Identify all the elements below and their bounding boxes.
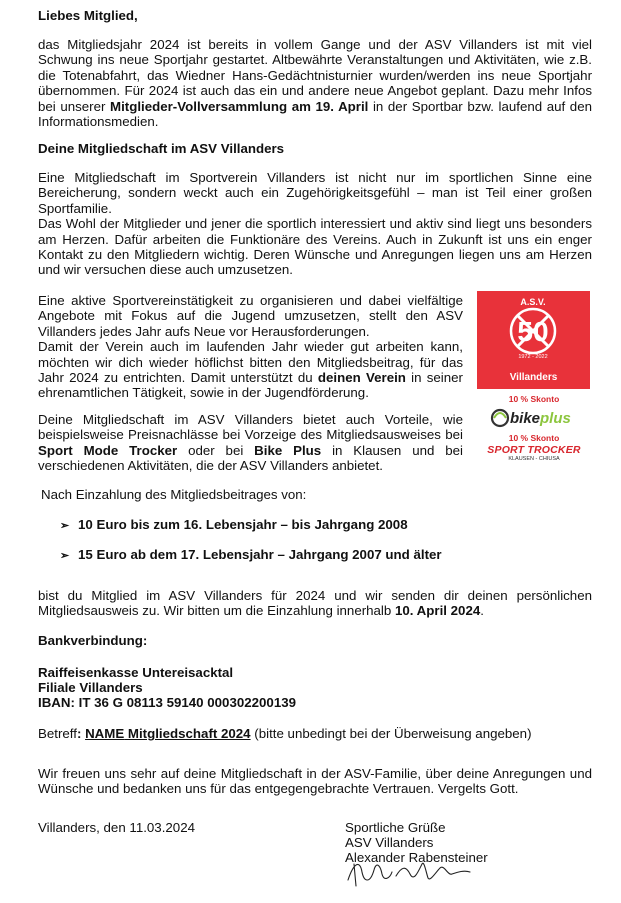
closing-text-2: . [480,603,484,619]
bikeplus-name-green: plus [540,410,571,427]
benefits-text-mid: oder bei [177,442,255,458]
bank-branch: Filiale Villanders [38,680,143,695]
membership-text-2: Das Wohl der Mitglieder und jener die sportlich interessiert und aktiv sind liegt uns besonders am Herzen. Dafür arbeiten die Funktionäre des Vereins. Auch in Zukunft ist uns ein enger Kontakt zu den Mitgliedern wichtig. Deren Wünsche und Anregungen liegen uns am Herzen und wir versuchen diese auch umzusetzen. [38,216,592,278]
bikeplus-logo [488,403,580,431]
payment-reference [38,726,592,741]
intro-text-2: in der Sportbar bzw. laufend auf den Informationsmedien. [38,98,592,130]
bikeplus-discount: 10 % Skonto [508,394,560,404]
reference-label: Betreff [38,726,77,741]
svg-text:bikeplus [510,410,571,427]
trocker-sub: KLAUSEN - CHIUSA [508,456,560,462]
fee-item-text: 10 Euro bis zum 16. Lebensjahr – bis Jahrgang 2008 [78,517,408,532]
section-heading: Deine Mitgliedschaft im ASV Villanders [38,141,285,156]
reference-colon: : [76,726,86,741]
bike-plus-highlight: Bike Plus [254,442,322,458]
closing-text-1: bist du Mitglied im ASV Villanders für 2024 und wir senden dir deinen persönlichen Mitgliedsausweis zu. Wir bitten um die Einzahlung innerhalb [38,588,592,619]
reference-subject: Mitgliedschaft 2024 [124,726,251,741]
benefits-text-2: in Klausen und bei verschiedenen Aktivitäten, die der ASV Villanders anbietet. [38,442,463,474]
place-date: Villanders, den 11.03.2024 [38,820,195,835]
handwritten-signature-icon [340,842,490,892]
membership-text-1: Eine Mitgliedschaft im Sportverein Villanders ist nicht nur im sportlichen Sinne eine Bereicherung, sondern weckt auch ein Zugehörigkeitsgefühl – man ist Teil einer großen Sportfamilie. [38,170,592,216]
fee-item-text: 15 Euro ab dem 17. Lebensjahr – Jahrgang 2007 und älter [78,547,442,562]
activity-text-2a: Damit der Verein auch im laufenden Jahr wieder gut arbeiten kann, möchten wir dich wieder höflichst bitten den Mitgliedsbeitrag, für das Jahr 2024 zu entrichten. Damit unterstützt du [38,339,463,386]
logo-number: 50 [517,316,549,347]
benefits-text-1: Deine Mitgliedschaft im ASV Villanders bietet auch Vorteile, wie beispielsweise Preisnachlässe bei Vorzeige des Mitgliedsausweises bei [38,412,463,443]
signature-name: Alexander Rabensteiner [345,850,488,865]
fee-item [60,517,580,534]
sport-trocker-logo [486,444,582,466]
activity-text-2 [38,339,463,401]
thanks-paragraph: Wir freuen uns sehr auf deine Mitgliedschaft in der ASV-Familie, über deine Anregungen und Wünsche und bedanken uns für das entgegengebrachte Vertrauen. Vergelts Gott. [38,766,592,797]
bank-iban: IBAN: IT 36 G 08113 59140 000302200139 [38,695,297,710]
reference-name-placeholder: NAME [85,726,125,741]
assembly-date-highlight: Mitglieder-Vollversammlung am 19. April [110,98,369,114]
closing-paragraph [38,588,592,619]
activity-text-2b: in seiner ehrenamtlichen Tätigkeit, sowie in der Jugendförderung. [38,370,463,401]
signature-club: ASV Villanders [345,835,434,850]
bank-heading: Bankverbindung: [38,633,148,648]
arrow-bullet-icon: ➢ [60,520,70,532]
activity-paragraph [38,293,463,401]
logo-top-text: A.S.V. [520,297,546,307]
signature-greeting: Sportliche Grüße [345,820,446,835]
bank-name: Raiffeisenkasse Untereisacktal [38,665,234,680]
membership-paragraph [38,170,592,278]
trocker-name: SPORT TROCKER [487,444,581,456]
sport-mode-trocker-highlight: Sport Mode Trocker [38,442,178,458]
your-club-highlight: deinen Verein [317,370,406,386]
payment-deadline-highlight: 10. April 2024 [394,603,481,619]
bikeplus-swirl-icon [488,403,580,431]
intro-paragraph [38,37,592,129]
intro-text-1: das Mitgliedsjahr 2024 ist bereits in vollem Gange und der ASV Villanders ist mit viel Schwung ins neue Sportjahr gestartet. Altbewährte Veranstaltungen und Aktivitäten, wie z.B. die Totenabfahrt, das Wiedner Hans-Gedächtnisturnier wurden/werden ins neue Sportjahr übernommen. Für 2024 ist auch das ein und andere neue Angebot geplant. Dazu mehr Infos bei unserer [38,37,592,114]
arrow-bullet-icon: ➢ [60,550,70,562]
trocker-discount: 10 % Skonto [508,433,560,443]
benefits-paragraph [38,412,463,474]
fee-item [60,547,580,564]
logo-years: 1972 - 2022 [518,354,548,360]
fees-intro: Nach Einzahlung des Mitgliedsbeitrages von: [41,487,307,502]
greeting: Liebes Mitglied, [38,8,138,23]
asv-villanders-logo [477,291,590,389]
activity-text-1: Eine aktive Sportvereinstätigkeit zu organisieren und dabei vielfältige Angebote mit Fokus auf die Jugend umzusetzen, stellt den ASV Villanders jedes Jahr aufs Neue vor Herausforderungen. [38,293,463,339]
logo-club-name: Villanders [509,372,558,383]
bikeplus-name-dark: bike [510,410,541,427]
reference-note: (bitte unbedingt bei der Überweisung angeben) [250,726,532,741]
